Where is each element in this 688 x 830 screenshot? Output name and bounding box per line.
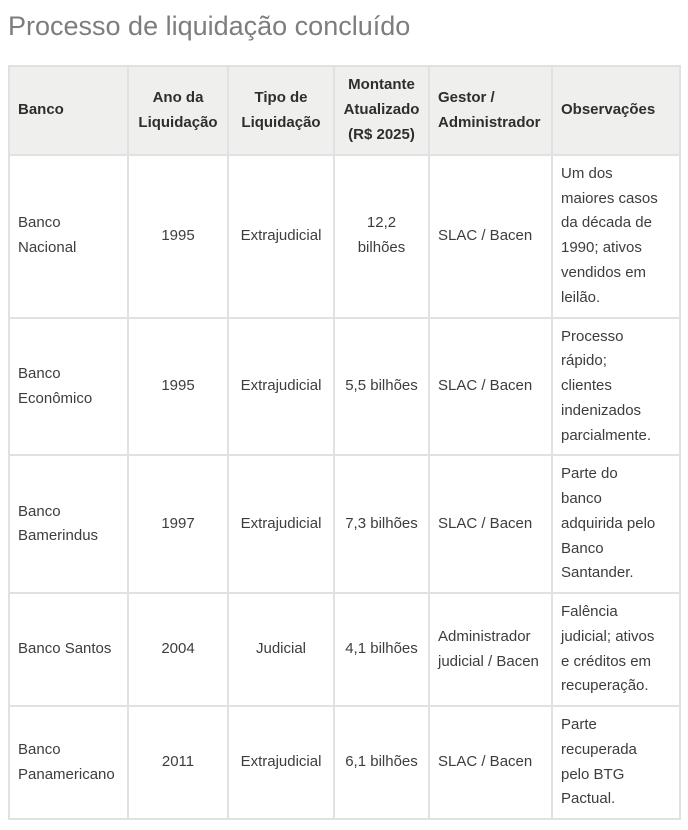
cell-observacoes: Um dos maiores casos da década de 1990; ativos vendidos em leilão. — [552, 155, 680, 318]
column-header-observacoes: Observações — [552, 66, 680, 154]
cell-tipo: Extrajudicial — [228, 455, 334, 593]
cell-tipo: Judicial — [228, 593, 334, 706]
cell-montante: 6,1 bilhões — [334, 706, 429, 819]
cell-montante: 12,2 bilhões — [334, 155, 429, 318]
cell-gestor: SLAC / Bacen — [429, 706, 552, 819]
cell-banco: Banco Santos — [9, 593, 128, 706]
cell-tipo: Extrajudicial — [228, 155, 334, 318]
cell-ano: 1995 — [128, 155, 228, 318]
cell-ano: 2004 — [128, 593, 228, 706]
cell-observacoes: Parte do banco adquirida pelo Banco Santander. — [552, 455, 680, 593]
cell-montante: 5,5 bilhões — [334, 318, 429, 456]
cell-gestor: SLAC / Bacen — [429, 318, 552, 456]
table-row-banco-nacional — [9, 155, 680, 318]
table-header — [9, 66, 680, 154]
table-body — [9, 155, 680, 820]
cell-montante: 4,1 bilhões — [334, 593, 429, 706]
table-row-banco-santos — [9, 593, 680, 706]
table-row-banco-economico — [9, 318, 680, 456]
cell-ano: 2011 — [128, 706, 228, 819]
cell-ano: 1997 — [128, 455, 228, 593]
column-header-gestor-administrador: Gestor / Administrador — [429, 66, 552, 154]
cell-gestor: Administrador judicial / Bacen — [429, 593, 552, 706]
cell-banco: Banco Bamerindus — [9, 455, 128, 593]
cell-observacoes: Processo rápido; clientes indenizados parcialmente. — [552, 318, 680, 456]
cell-gestor: SLAC / Bacen — [429, 455, 552, 593]
table-row-banco-panamericano — [9, 706, 680, 819]
column-header-tipo-liquidacao: Tipo de Liquidação — [228, 66, 334, 154]
column-header-ano-liquidacao: Ano da Liquidação — [128, 66, 228, 154]
cell-banco: Banco Nacional — [9, 155, 128, 318]
cell-ano: 1995 — [128, 318, 228, 456]
table-row-banco-bamerindus — [9, 455, 680, 593]
column-header-montante-atualizado: Montante Atualizado (R$ 2025) — [334, 66, 429, 154]
cell-banco: Banco Econômico — [9, 318, 128, 456]
header-row — [9, 66, 680, 154]
cell-tipo: Extrajudicial — [228, 706, 334, 819]
column-header-banco: Banco — [9, 66, 128, 154]
cell-observacoes: Parte recuperada pelo BTG Pactual. — [552, 706, 680, 819]
page-title: Processo de liquidação concluído — [8, 11, 411, 41]
cell-observacoes: Falência judicial; ativos e créditos em recuperação. — [552, 593, 680, 706]
cell-montante: 7,3 bilhões — [334, 455, 429, 593]
liquidation-table — [8, 65, 681, 820]
cell-gestor: SLAC / Bacen — [429, 155, 552, 318]
cell-banco: Banco Panamericano — [9, 706, 128, 819]
cell-tipo: Extrajudicial — [228, 318, 334, 456]
